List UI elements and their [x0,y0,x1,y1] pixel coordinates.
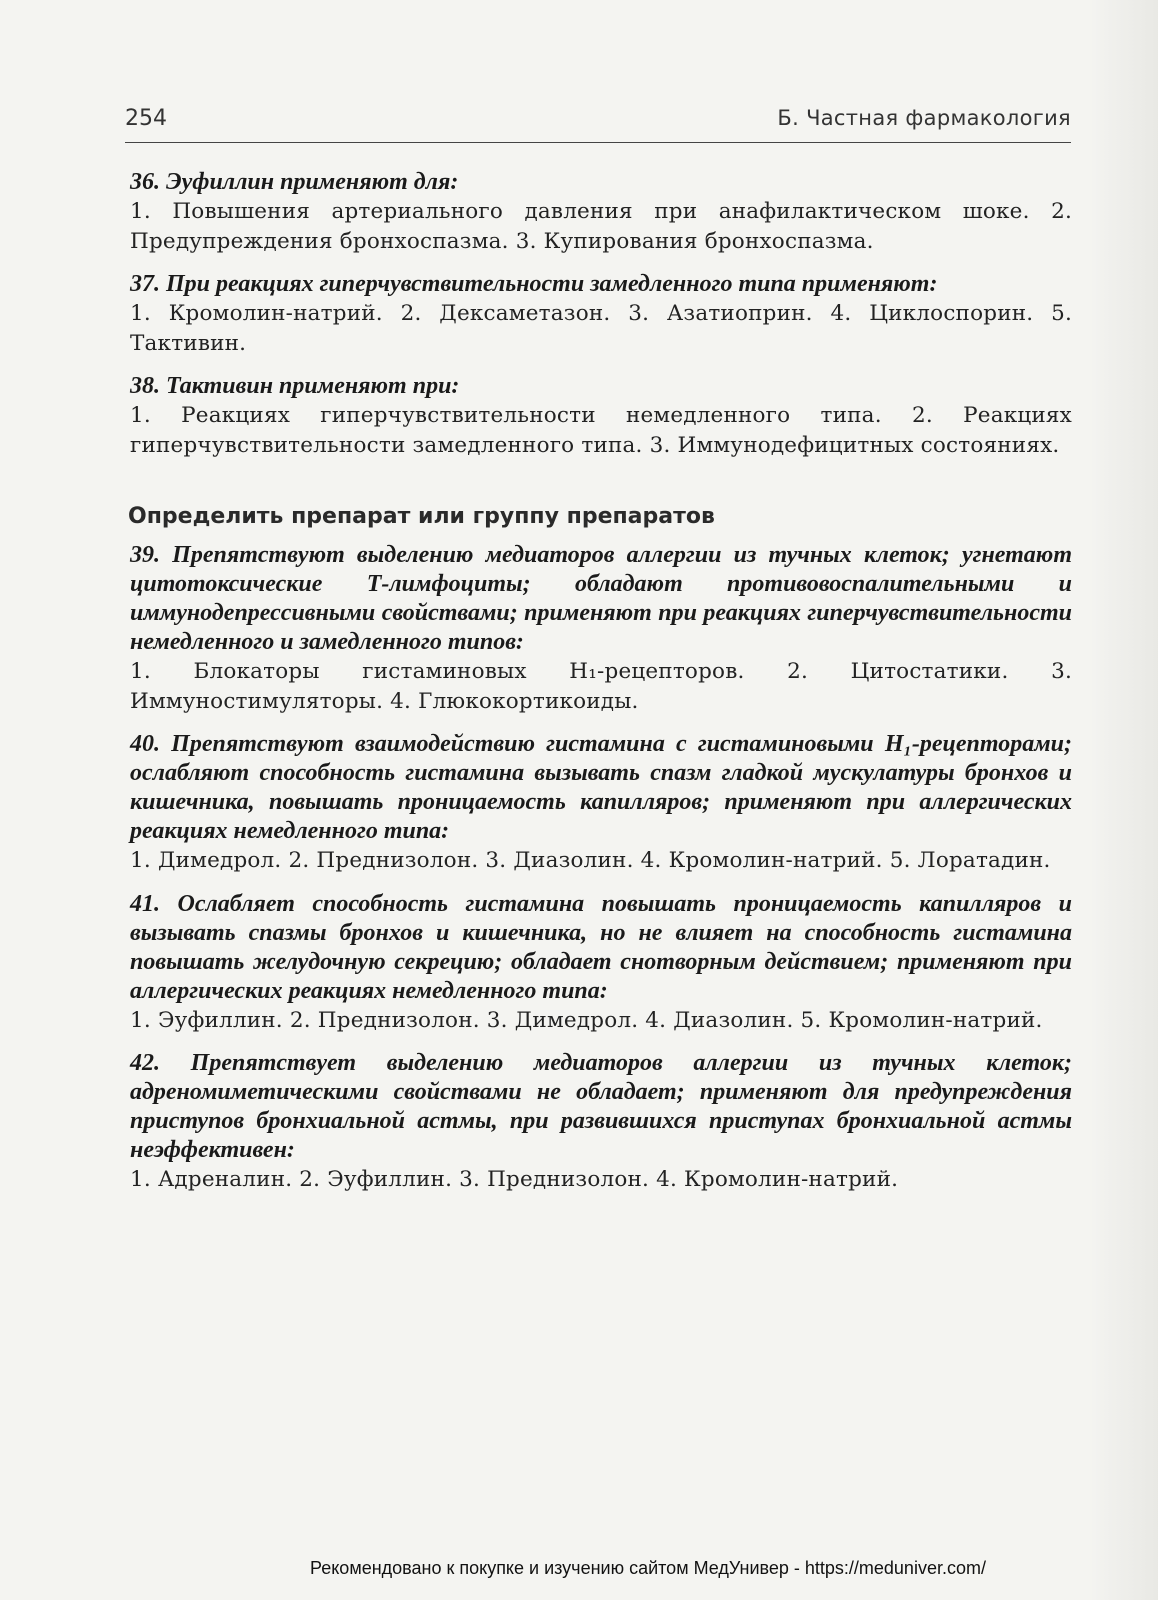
question-36 [130,168,1072,256]
footer-watermark: Рекомендовано к покупке и изучению сайтом МедУнивер - https://meduniver.com/ [310,1558,986,1578]
question-title: 40. Препятствуют взаимодействию гистамина с гистаминовыми H₁-рецепторами; ослабляют способность гистамина вызывать спазм гладкой мускулатуры бронхов и кишечника, повышать проницаемость капилляров; применяют при аллергических реакциях немедленного типа: [130,731,1072,844]
question-title: 36. Эуфиллин применяют для: [130,169,459,195]
question-40 [130,730,1072,876]
question-options: 1. Димедрол. 2. Преднизолон. 3. Диазолин. 4. Кромолин-натрий. 5. Лоратадин. [130,848,1051,873]
question-options: 1. Кромолин-натрий. 2. Дексаметазон. 3. Азатиоприн. 4. Циклоспорин. 5. Тактивин. [130,301,1072,356]
question-title: 37. При реакциях гиперчувствительности замедленного типа применяют: [130,271,938,297]
question-options: 1. Реакциях гиперчувствительности немедленного типа. 2. Реакциях гиперчувствительности замедленного типа. 3. Иммунодефицитных состояниях. [130,403,1072,458]
page-edge-shadow [1088,0,1158,1600]
question-38 [130,372,1072,460]
running-head: Б. Частная фармакология [777,106,1071,130]
question-title: 38. Тактивин применяют при: [130,373,460,399]
question-title: 39. Препятствуют выделению медиаторов аллергии из тучных клеток; угнетают цитотоксические Т-лимфоциты; обладают противовоспалительными и иммунодепрессивными свойствами; применяют при реакциях гиперчувствительности немедленного и замедленного типов: [130,542,1072,655]
question-options: 1. Адреналин. 2. Эуфиллин. 3. Преднизолон. 4. Кромолин-натрий. [130,1167,899,1192]
section-heading: Определить препарат или группу препаратов [128,504,715,529]
page-content [130,168,1072,1209]
question-42 [130,1049,1072,1195]
question-title: 41. Ослабляет способность гистамина повышать проницаемость капилляров и вызывать спазмы бронхов и кишечника, но не влияет на способность гистамина повышать желудочную секрецию; обладает снотворным действием; применяют при аллергических реакциях немедленного типа: [130,890,1072,1004]
question-37 [130,270,1072,358]
question-options: 1. Повышения артериального давления при анафилактическом шоке. 2. Предупреждения бронхоспазма. 3. Купирования бронхоспазма. [130,199,1072,254]
question-options: 1. Блокаторы гистаминовых H₁-рецепторов. 2. Цитостатики. 3. Иммуностимуляторы. 4. Глюкокортикоиды. [130,659,1072,714]
question-title: 42. Препятствует выделению медиаторов аллергии из тучных клеток; адреномиметическими свойствами не обладает; применяют для предупреждения приступов бронхиальной астмы, при развившихся приступах бронхиальной астмы неэффективен: [130,1050,1072,1163]
page-number: 254 [125,106,167,131]
question-options: 1. Эуфиллин. 2. Преднизолон. 3. Димедрол. 4. Диазолин. 5. Кромолин-натрий. [130,1007,1043,1033]
question-41 [130,890,1072,1036]
page-header [125,102,1071,143]
question-39 [130,541,1072,716]
